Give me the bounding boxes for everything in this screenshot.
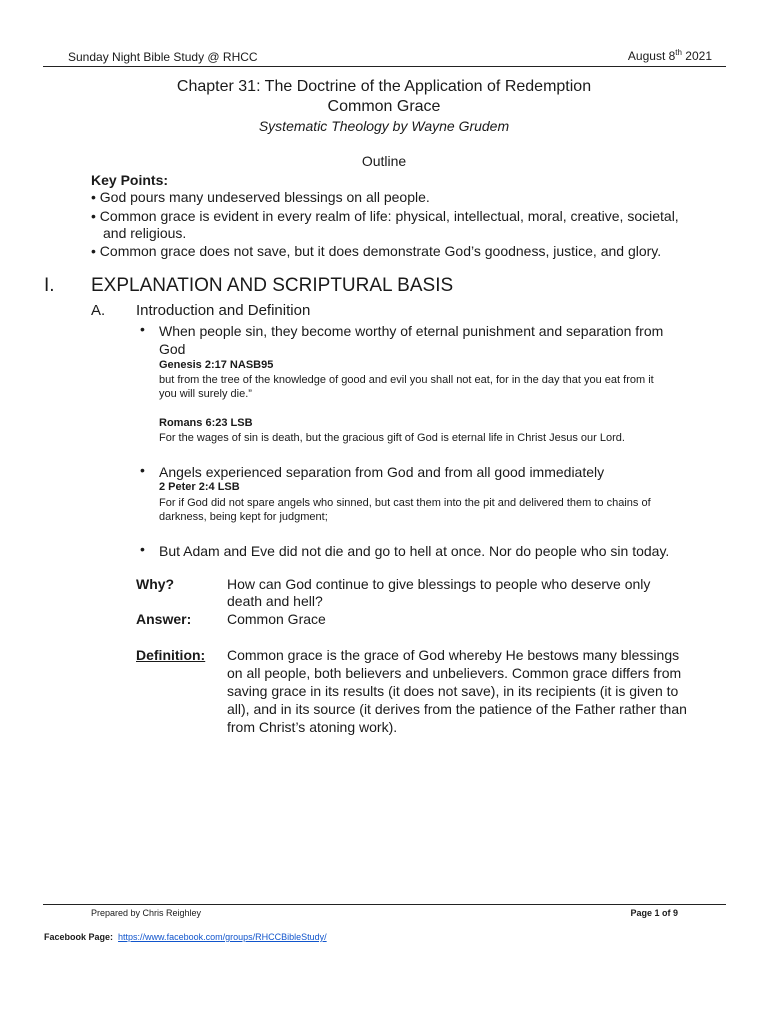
- header-left: Sunday Night Bible Study @ RHCC: [68, 50, 258, 64]
- key-point: • God pours many undeserved blessings on all people.: [91, 189, 430, 205]
- prepared-by: Prepared by Chris Reighley: [91, 908, 202, 918]
- bullet-text: But Adam and Eve did not die and go to hell at once. Nor do people who sin today.: [159, 543, 670, 559]
- definition-text: from Christ’s atoning work).: [227, 719, 398, 735]
- why-text: How can God continue to give blessings to people who deserve only: [227, 576, 651, 592]
- key-point-continued: and religious.: [103, 225, 187, 241]
- chapter-title: Chapter 31: The Doctrine of the Application of Redemption: [176, 78, 592, 95]
- facebook-line: [44, 932, 327, 942]
- verse-text: darkness, being kept for judgment;: [159, 511, 328, 523]
- subsection-letter: A.: [91, 302, 106, 319]
- definition-text: Common grace is the grace of God whereby He bestows many blessings: [227, 647, 680, 663]
- verse-reference: Genesis 2:17 NASB95: [159, 359, 274, 371]
- subsection-title: Introduction and Definition: [136, 302, 311, 319]
- definition-text: all), and in its source (it derives from the patience of the Father rather than: [227, 701, 687, 717]
- why-text-continued: death and hell?: [227, 593, 323, 609]
- verse-text: For if God did not spare angels who sinned, but cast them into the pit and delivered them to chains of: [159, 497, 651, 509]
- bullet-icon: •: [140, 321, 145, 337]
- footer-rule: [43, 904, 726, 905]
- page-number: Page 1 of 9: [630, 908, 678, 918]
- facebook-link[interactable]: https://www.facebook.com/groups/RHCCBibleStudy/: [118, 932, 327, 942]
- verse-reference: Romans 6:23 LSB: [159, 417, 253, 429]
- bullet-text-continued: God: [159, 341, 186, 357]
- why-label: Why?: [136, 576, 175, 592]
- key-point: • Common grace does not save, but it does demonstrate God’s goodness, justice, and glory.: [91, 243, 662, 259]
- bullet-text: Angels experienced separation from God and from all good immediately: [159, 464, 605, 480]
- section-number: I.: [44, 275, 55, 296]
- bullet-icon: •: [140, 541, 145, 557]
- header-date: August 8th 2021: [627, 48, 712, 63]
- section-title: EXPLANATION AND SCRIPTURAL BASIS: [91, 275, 454, 296]
- definition-label: Definition:: [136, 647, 206, 663]
- bullet-text: When people sin, they become worthy of eternal punishment and separation from: [159, 323, 664, 339]
- key-point: • Common grace is evident in every realm of life: physical, intellectual, moral, creative, societal,: [91, 208, 679, 224]
- answer-label: Answer:: [136, 611, 192, 627]
- facebook-label: Facebook Page:: [44, 932, 114, 942]
- verse-reference: 2 Peter 2:4 LSB: [159, 481, 240, 493]
- verse-text: but from the tree of the knowledge of good and evil you shall not eat, for in the day that you eat from it: [159, 374, 654, 386]
- outline-label: Outline: [361, 153, 407, 169]
- key-points-heading: Key Points:: [91, 172, 169, 188]
- chapter-subtitle: Common Grace: [327, 98, 441, 115]
- definition-text: on all people, both believers and unbelievers. Common grace differs from: [227, 665, 682, 681]
- bullet-icon: •: [140, 462, 145, 478]
- header-rule: [43, 66, 726, 67]
- answer-text: Common Grace: [227, 611, 326, 627]
- verse-text: you will surely die.”: [159, 388, 252, 400]
- book-title: Systematic Theology by Wayne Grudem: [258, 118, 510, 134]
- definition-text: saving grace in its results (it does not save), in its recipients (it is given to: [227, 683, 679, 699]
- verse-text: For the wages of sin is death, but the gracious gift of God is eternal life in Christ Jesus our Lord.: [159, 432, 625, 444]
